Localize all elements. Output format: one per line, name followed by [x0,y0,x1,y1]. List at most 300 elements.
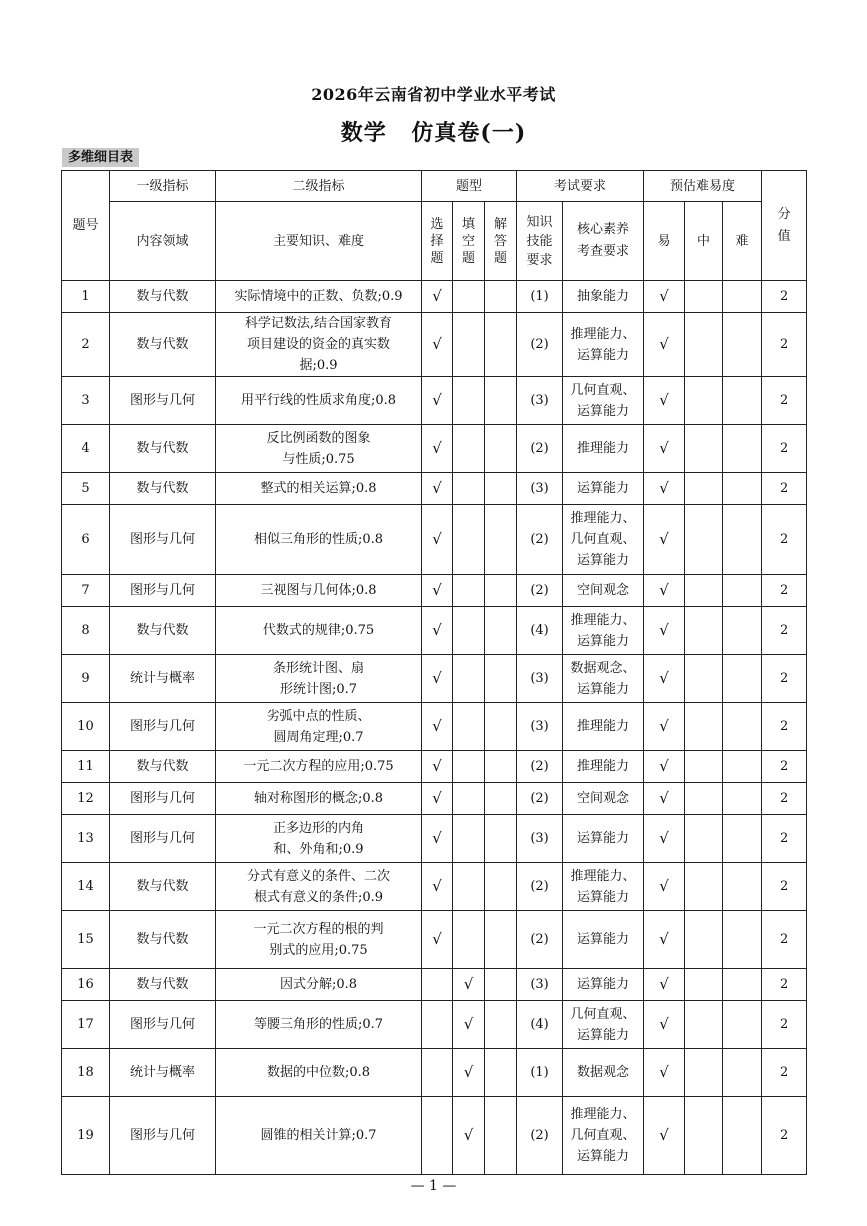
cell-type-answer [485,505,517,575]
header-answer [485,202,517,281]
cell-topic-text: 等腰三角形的性质;0.7 [253,1017,384,1032]
cell-literacy-text: 数据观念 [577,1065,630,1080]
table-row [62,313,807,377]
cell-topic [216,1049,422,1097]
cell-domain: 统计与概率 [110,655,216,703]
cell-topic [216,969,422,1001]
cell-type-choice: √ [422,751,453,783]
cell-no: 9 [62,655,110,703]
cell-type-choice: √ [422,313,453,377]
cell-diff-easy: √ [644,505,685,575]
cell-diff-easy: √ [644,703,685,751]
cell-type-blank [453,751,485,783]
cell-diff-mid [685,815,723,863]
cell-topic-text: 一元二次方程的应用;0.75 [243,759,394,774]
cell-literacy [563,911,644,969]
cell-no: 5 [62,473,110,505]
cell-score: 2 [762,863,807,911]
cell-domain: 数与代数 [110,969,216,1001]
cell-type-choice: √ [422,783,453,815]
table-row [62,703,807,751]
cell-no: 7 [62,575,110,607]
cell-diff-mid [685,281,723,313]
header-choice [422,202,453,281]
cell-literacy [563,783,644,815]
cell-type-answer [485,783,517,815]
cell-type-answer [485,703,517,751]
cell-literacy-text: 运算能力 [577,932,630,947]
cell-literacy-text: 推理能力、运算能力 [570,326,636,363]
cell-type-blank [453,425,485,473]
cell-type-choice: √ [422,607,453,655]
cell-no: 16 [62,969,110,1001]
cell-skill: (2) [517,313,563,377]
cell-literacy-text: 推理能力 [577,759,630,774]
cell-literacy-text: 推理能力、几何直观、运算能力 [570,511,636,568]
table-row [62,969,807,1001]
cell-type-choice: √ [422,281,453,313]
cell-skill: (2) [517,751,563,783]
header-blank [453,202,485,281]
cell-skill: (4) [517,1001,563,1049]
cell-diff-easy: √ [644,425,685,473]
cell-type-choice: √ [422,425,453,473]
cell-literacy-text: 推理能力、运算能力 [570,612,636,649]
cell-literacy [563,703,644,751]
cell-type-blank [453,281,485,313]
cell-topic [216,911,422,969]
table-row [62,911,807,969]
header-literacy-text: 核心素养考查要求 [577,222,630,259]
cell-topic [216,783,422,815]
cell-diff-easy: √ [644,751,685,783]
cell-type-answer [485,969,517,1001]
cell-type-blank: √ [453,1001,485,1049]
cell-diff-hard [723,607,762,655]
cell-skill: (2) [517,575,563,607]
cell-type-blank [453,473,485,505]
page-number: 1 [429,1178,438,1194]
cell-topic [216,1001,422,1049]
cell-domain: 图形与几何 [110,505,216,575]
cell-type-blank [453,783,485,815]
cell-type-answer [485,1001,517,1049]
cell-type-blank [453,655,485,703]
cell-type-blank [453,703,485,751]
cell-domain: 图形与几何 [110,1097,216,1175]
cell-type-blank [453,377,485,425]
cell-topic [216,607,422,655]
cell-literacy [563,655,644,703]
cell-topic-text: 反比例函数的图象与性质;0.75 [266,430,371,467]
cell-domain: 数与代数 [110,473,216,505]
page-footer: — 1 — [410,1178,457,1194]
cell-topic-text: 用平行线的性质求角度;0.8 [240,393,397,408]
cell-diff-mid [685,911,723,969]
cell-no: 3 [62,377,110,425]
cell-literacy-text: 推理能力 [577,719,630,734]
cell-type-choice: √ [422,473,453,505]
cell-type-choice: √ [422,377,453,425]
cell-diff-hard [723,425,762,473]
cell-type-blank [453,607,485,655]
cell-topic [216,313,422,377]
cell-literacy [563,377,644,425]
cell-domain: 数与代数 [110,607,216,655]
subject-name: 数学 [340,120,387,146]
cell-skill: (2) [517,505,563,575]
cell-topic [216,473,422,505]
cell-skill: (4) [517,607,563,655]
cell-type-choice [422,969,453,1001]
cell-no: 17 [62,1001,110,1049]
cell-score: 2 [762,377,807,425]
cell-domain: 统计与概率 [110,1049,216,1097]
cell-type-choice [422,1001,453,1049]
cell-skill: (3) [517,815,563,863]
table-row [62,377,807,425]
cell-score: 2 [762,751,807,783]
cell-diff-easy: √ [644,1001,685,1049]
cell-skill: (3) [517,655,563,703]
cell-score: 2 [762,815,807,863]
cell-type-answer [485,607,517,655]
cell-diff-mid [685,473,723,505]
cell-literacy-text: 抽象能力 [577,289,630,304]
cell-diff-mid [685,313,723,377]
cell-no: 1 [62,281,110,313]
cell-literacy-text: 几何直观、运算能力 [570,1006,636,1043]
table-row [62,751,807,783]
cell-diff-mid [685,1097,723,1175]
cell-type-choice [422,1049,453,1097]
cell-literacy [563,575,644,607]
cell-diff-mid [685,655,723,703]
cell-diff-mid [685,425,723,473]
cell-diff-hard [723,703,762,751]
cell-no: 12 [62,783,110,815]
cell-diff-hard [723,377,762,425]
cell-type-choice [422,1097,453,1175]
cell-literacy-text: 几何直观、运算能力 [570,382,636,419]
header-knowledge: 主要知识、难度 [216,202,422,281]
cell-type-choice: √ [422,815,453,863]
cell-diff-easy: √ [644,1097,685,1175]
cell-score: 2 [762,969,807,1001]
cell-type-answer [485,425,517,473]
cell-diff-hard [723,473,762,505]
cell-no: 8 [62,607,110,655]
cell-literacy-text: 空间观念 [577,791,630,806]
cell-domain: 数与代数 [110,863,216,911]
cell-domain: 图形与几何 [110,783,216,815]
cell-type-answer [485,863,517,911]
cell-type-choice: √ [422,575,453,607]
table-row [62,281,807,313]
cell-domain: 数与代数 [110,425,216,473]
cell-topic-text: 一元二次方程的根的判别式的应用;0.75 [253,921,384,958]
cell-domain: 数与代数 [110,911,216,969]
header-skill [517,202,563,281]
cell-type-answer [485,911,517,969]
cell-type-blank [453,863,485,911]
cell-type-answer [485,1049,517,1097]
cell-type-blank [453,575,485,607]
cell-score: 2 [762,703,807,751]
cell-diff-easy: √ [644,863,685,911]
cell-literacy [563,607,644,655]
cell-no: 11 [62,751,110,783]
cell-diff-easy: √ [644,783,685,815]
cell-score: 2 [762,425,807,473]
cell-topic-text: 三视图与几何体;0.8 [260,583,377,598]
cell-literacy [563,1001,644,1049]
cell-topic [216,751,422,783]
cell-diff-hard [723,1001,762,1049]
cell-diff-mid [685,1001,723,1049]
cell-topic [216,655,422,703]
table-row [62,607,807,655]
cell-diff-hard [723,815,762,863]
cell-skill: (2) [517,863,563,911]
cell-literacy [563,863,644,911]
cell-score: 2 [762,505,807,575]
cell-type-answer [485,815,517,863]
header-level2: 二级指标 [216,171,422,202]
cell-diff-easy: √ [644,655,685,703]
cell-type-blank: √ [453,969,485,1001]
cell-no: 4 [62,425,110,473]
cell-domain: 图形与几何 [110,703,216,751]
header-easy: 易 [644,202,685,281]
cell-literacy [563,425,644,473]
cell-topic-text: 整式的相关运算;0.8 [260,481,377,496]
cell-type-blank: √ [453,1049,485,1097]
cell-type-answer [485,655,517,703]
cell-diff-hard [723,969,762,1001]
cell-type-choice: √ [422,655,453,703]
cell-type-blank [453,911,485,969]
cell-type-choice: √ [422,703,453,751]
cell-score: 2 [762,313,807,377]
table-row [62,1097,807,1175]
cell-diff-easy: √ [644,969,685,1001]
cell-diff-mid [685,377,723,425]
cell-skill: (1) [517,1049,563,1097]
cell-type-answer [485,1097,517,1175]
cell-topic [216,815,422,863]
cell-type-answer [485,281,517,313]
header-score-text: 分值 [777,206,791,244]
cell-type-choice: √ [422,911,453,969]
cell-score: 2 [762,607,807,655]
cell-domain: 数与代数 [110,281,216,313]
table-row [62,505,807,575]
cell-type-blank [453,313,485,377]
cell-diff-mid [685,1049,723,1097]
cell-diff-hard [723,1049,762,1097]
cell-diff-hard [723,783,762,815]
cell-skill: (3) [517,377,563,425]
cell-diff-easy: √ [644,281,685,313]
cell-literacy-text: 运算能力 [577,831,630,846]
cell-skill: (2) [517,783,563,815]
cell-topic [216,575,422,607]
table-row [62,783,807,815]
header-no: 题号 [62,171,110,281]
cell-no: 19 [62,1097,110,1175]
cell-topic [216,863,422,911]
cell-score: 2 [762,281,807,313]
cell-topic [216,505,422,575]
cell-skill: (2) [517,1097,563,1175]
cell-topic-text: 代数式的规律;0.75 [262,623,375,638]
cell-type-blank [453,815,485,863]
cell-diff-mid [685,863,723,911]
cell-type-answer [485,473,517,505]
cell-topic-text: 劣弧中点的性质、圆周角定理;0.7 [266,708,371,745]
cell-diff-mid [685,751,723,783]
cell-diff-hard [723,863,762,911]
table-body [62,281,807,1175]
cell-topic-text: 相似三角形的性质;0.8 [253,532,384,547]
cell-literacy [563,815,644,863]
cell-type-blank [453,505,485,575]
table-row [62,1049,807,1097]
cell-no: 13 [62,815,110,863]
cell-no: 10 [62,703,110,751]
header-answer-text: 解答题 [494,216,508,266]
header-domain: 内容领域 [110,202,216,281]
cell-skill: (2) [517,911,563,969]
exam-title: 2026年云南省初中学业水平考试 [311,85,556,104]
table-row [62,863,807,911]
cell-diff-easy: √ [644,1049,685,1097]
cell-literacy [563,281,644,313]
section-label: 多维细目表 [62,148,139,167]
cell-topic [216,377,422,425]
cell-diff-hard [723,751,762,783]
cell-literacy [563,473,644,505]
header-score [762,171,807,281]
cell-no: 18 [62,1049,110,1097]
header-hard: 难 [723,202,762,281]
header-skill-text: 知识技能要求 [526,214,553,268]
cell-topic-text: 分式有意义的条件、二次根式有意义的条件;0.9 [247,868,391,905]
header-level1: 一级指标 [110,171,216,202]
cell-diff-hard [723,911,762,969]
cell-diff-hard [723,655,762,703]
cell-type-choice: √ [422,863,453,911]
cell-topic-text: 圆锥的相关计算;0.7 [260,1128,377,1143]
cell-skill: (3) [517,969,563,1001]
cell-literacy [563,969,644,1001]
cell-type-blank: √ [453,1097,485,1175]
cell-score: 2 [762,473,807,505]
cell-domain: 图形与几何 [110,1001,216,1049]
table-row [62,425,807,473]
header-difficulty: 预估难易度 [644,171,762,202]
cell-skill: (1) [517,281,563,313]
cell-diff-easy: √ [644,575,685,607]
cell-literacy-text: 空间观念 [577,583,630,598]
cell-topic [216,281,422,313]
cell-domain: 图形与几何 [110,815,216,863]
cell-literacy-text: 数据观念、运算能力 [570,660,636,697]
cell-diff-mid [685,607,723,655]
cell-score: 2 [762,783,807,815]
cell-topic-text: 因式分解;0.8 [279,977,358,992]
header-exam-req: 考试要求 [517,171,644,202]
cell-type-answer [485,751,517,783]
cell-diff-mid [685,969,723,1001]
cell-diff-hard [723,313,762,377]
paper-title [0,116,867,147]
cell-domain: 图形与几何 [110,377,216,425]
cell-literacy [563,1049,644,1097]
cell-diff-hard [723,505,762,575]
cell-topic [216,1097,422,1175]
cell-type-choice: √ [422,505,453,575]
cell-skill: (3) [517,703,563,751]
cell-literacy [563,751,644,783]
header-type: 题型 [422,171,517,202]
cell-literacy [563,1097,644,1175]
cell-type-answer [485,575,517,607]
cell-score: 2 [762,575,807,607]
table-row [62,1001,807,1049]
cell-topic [216,703,422,751]
cell-diff-mid [685,505,723,575]
cell-score: 2 [762,1097,807,1175]
cell-topic-text: 轴对称图形的概念;0.8 [253,791,384,806]
cell-topic [216,425,422,473]
cell-diff-easy: √ [644,377,685,425]
cell-literacy-text: 推理能力、运算能力 [570,868,636,905]
header-choice-text: 选择题 [430,216,444,266]
cell-topic-text: 科学记数法,结合国家教育项目建设的资金的真实数据;0.9 [244,316,393,373]
cell-literacy-text: 运算能力 [577,977,630,992]
cell-domain: 图形与几何 [110,575,216,607]
cell-diff-hard [723,1097,762,1175]
cell-skill: (2) [517,425,563,473]
table-row [62,655,807,703]
cell-diff-mid [685,703,723,751]
cell-topic-text: 数据的中位数;0.8 [266,1065,371,1080]
header-literacy [563,202,644,281]
cell-score: 2 [762,655,807,703]
cell-literacy-text: 推理能力 [577,441,630,456]
cell-score: 2 [762,1049,807,1097]
cell-domain: 数与代数 [110,313,216,377]
cell-no: 6 [62,505,110,575]
cell-type-answer [485,377,517,425]
cell-diff-mid [685,783,723,815]
cell-literacy-text: 运算能力 [577,481,630,496]
cell-diff-hard [723,575,762,607]
cell-literacy [563,313,644,377]
cell-score: 2 [762,1001,807,1049]
cell-diff-easy: √ [644,607,685,655]
cell-diff-easy: √ [644,313,685,377]
table-row [62,473,807,505]
cell-no: 15 [62,911,110,969]
header-mid: 中 [685,202,723,281]
paper-name: 仿真卷(一) [411,120,527,146]
cell-domain: 数与代数 [110,751,216,783]
cell-diff-hard [723,281,762,313]
cell-no: 14 [62,863,110,911]
